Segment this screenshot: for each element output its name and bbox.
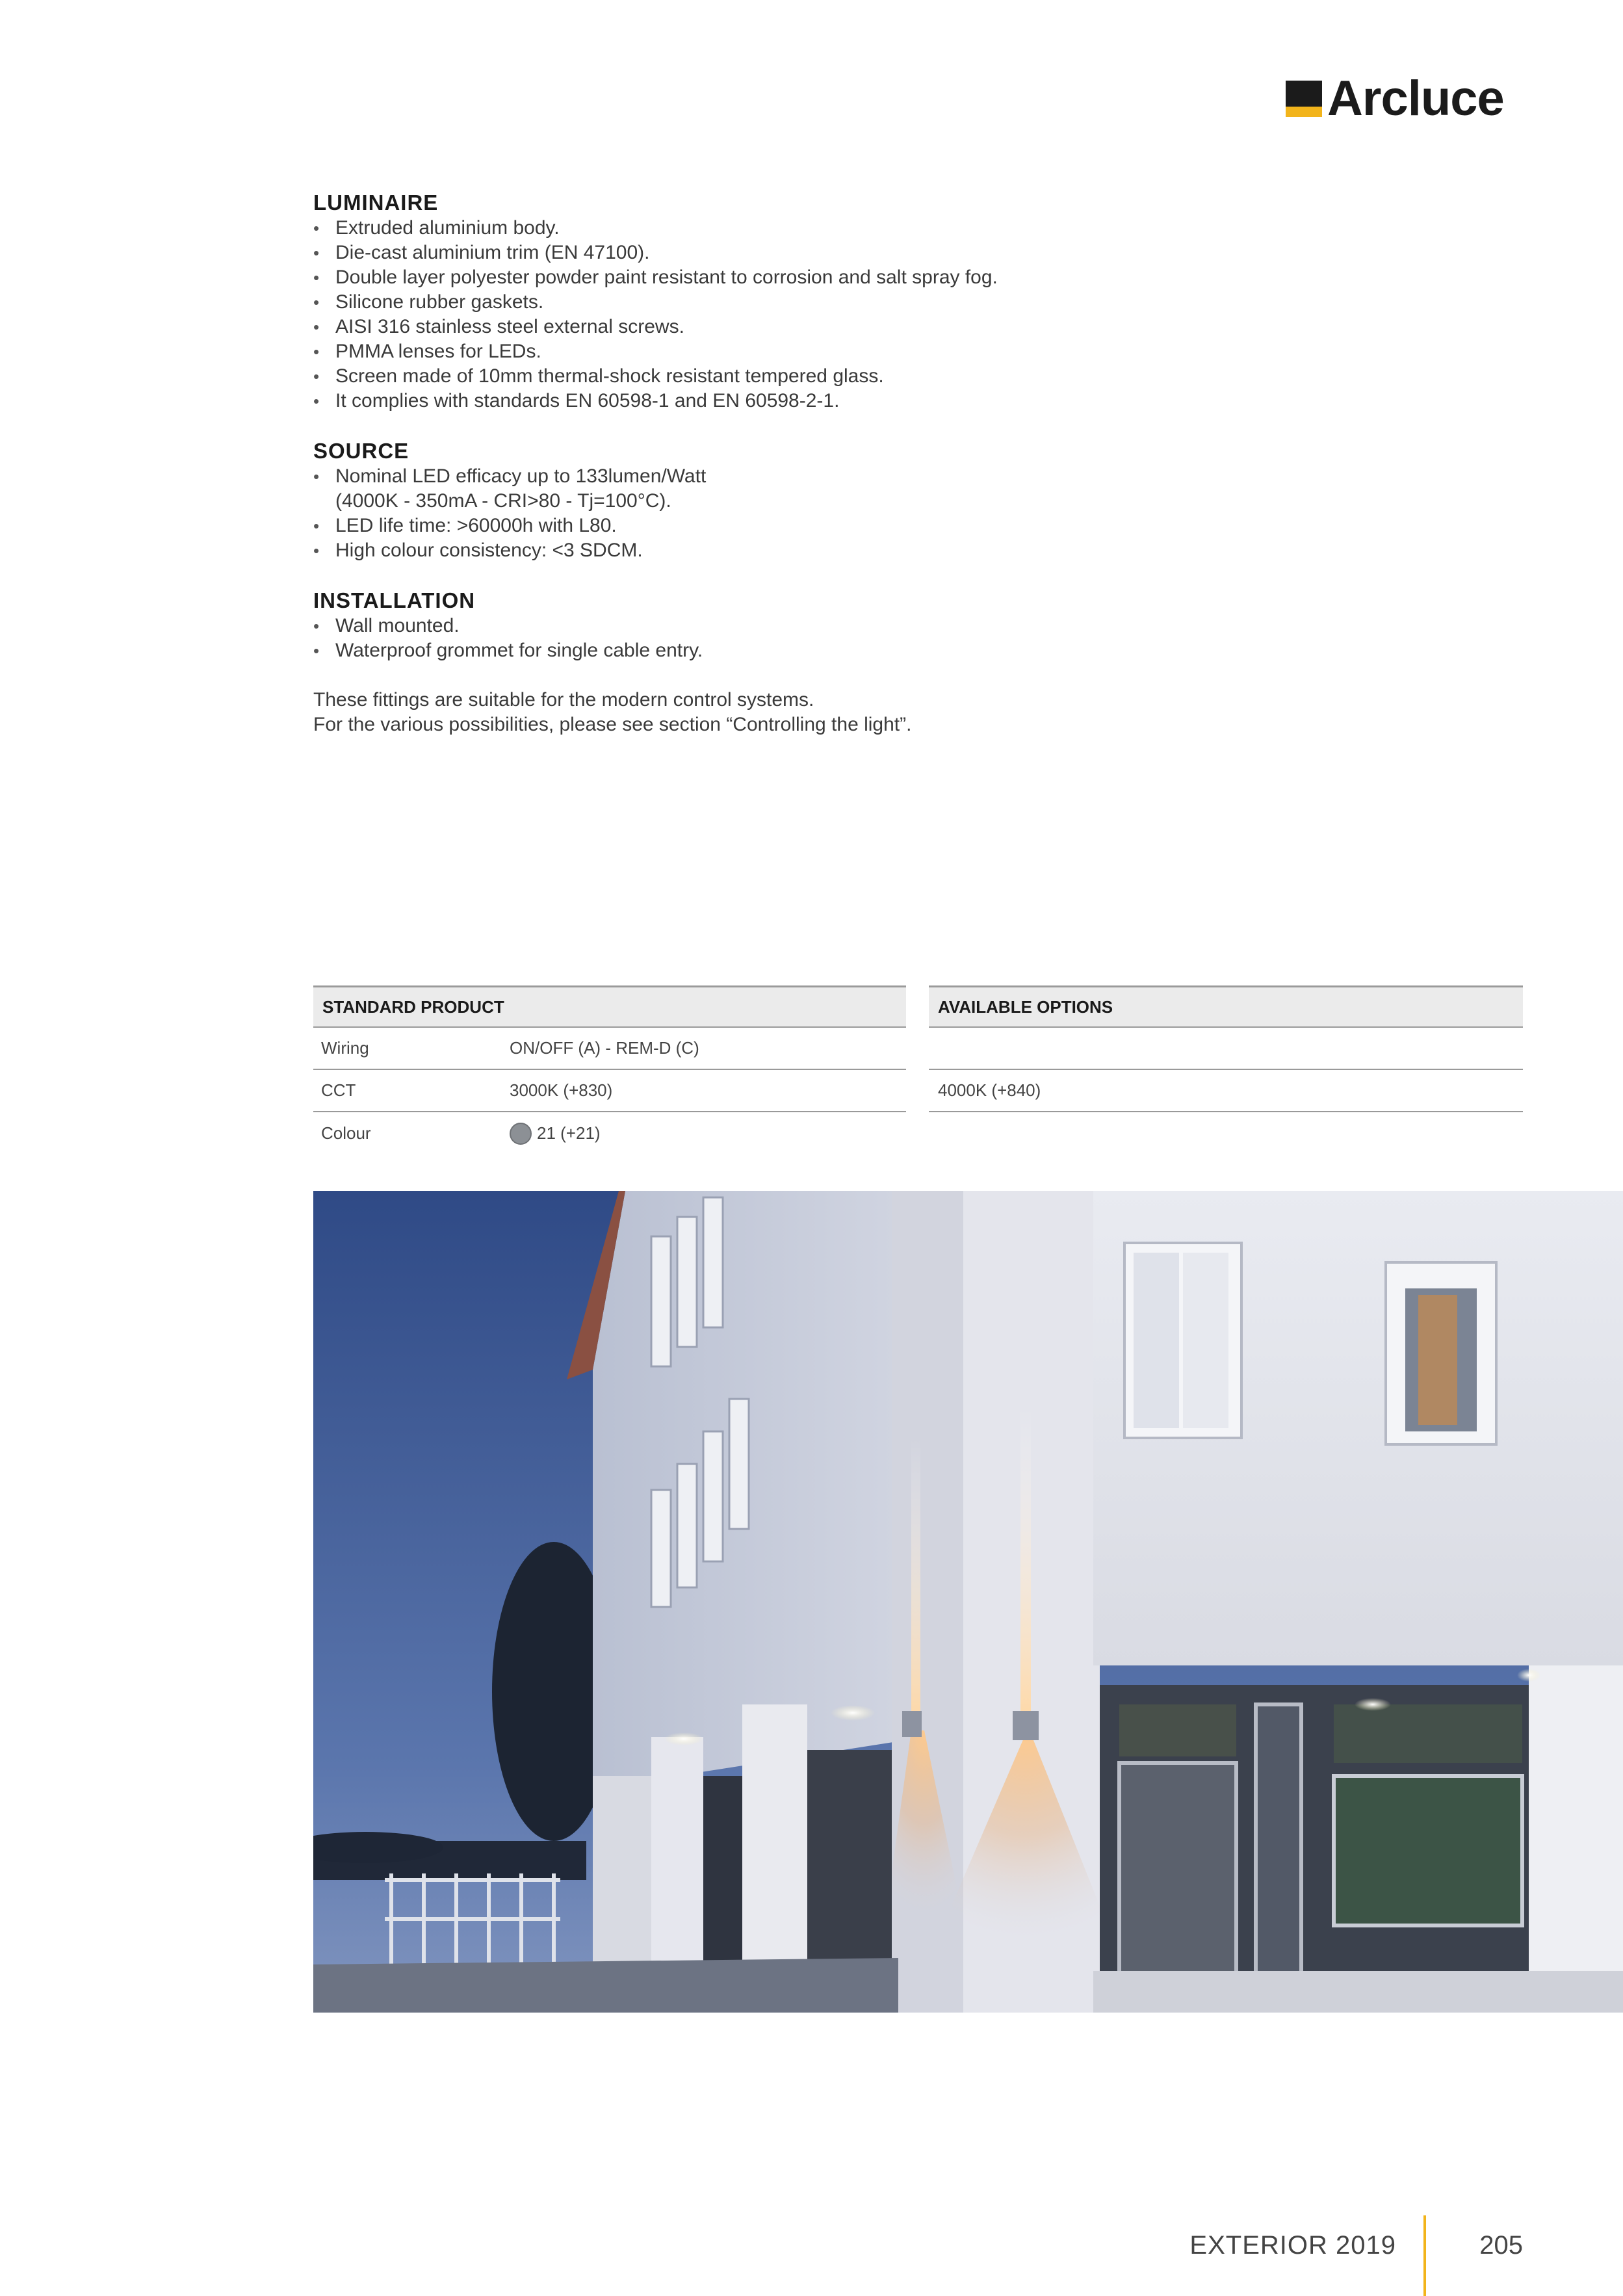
table-row (313, 1070, 906, 1112)
list-item: • PMMA lenses for LEDs. (313, 339, 1418, 364)
list-item: • Wall mounted. (313, 614, 1418, 638)
logo-wordmark: Arcluce (1327, 71, 1504, 126)
standard-product-table (313, 985, 906, 1155)
efficacy-conditions: (4000K - 350mA - CRI>80 - Tj=100°C). (335, 490, 671, 512)
product-description (313, 190, 1418, 737)
installation-heading: INSTALLATION (313, 588, 476, 612)
row-key: Wiring (321, 1038, 369, 1058)
standard-product-header: STANDARD PRODUCT (313, 987, 906, 1028)
row-value: 21 (+21) (537, 1123, 601, 1143)
table-row (929, 1028, 1523, 1070)
footer-section-title: EXTERIOR 2019 (1189, 2231, 1396, 2260)
control-note-line-2: For the various possibilities, please see section “Controlling the light”. (313, 714, 912, 735)
list-item: • Double layer polyester powder paint resistant to corrosion and salt spray fog. (313, 265, 1418, 290)
source-heading: SOURCE (313, 439, 409, 463)
row-key: CCT (321, 1080, 356, 1100)
source-list (313, 464, 1418, 563)
luminaire-heading: LUMINAIRE (313, 190, 439, 215)
list-item: • Extruded aluminium body. (313, 216, 1418, 241)
colour-swatch-icon (510, 1123, 532, 1145)
table-row (313, 1112, 906, 1155)
control-note-line-1: These fittings are suitable for the modern control systems. (313, 689, 814, 711)
list-item: • Silicone rubber gaskets. (313, 290, 1418, 315)
row-value: 3000K (+830) (510, 1080, 613, 1100)
efficacy-line: • Nominal LED efficacy up to 133lumen/Watt (335, 465, 707, 487)
list-item: • High colour consistency: <3 SDCM. (313, 538, 1418, 563)
page-number: 205 (1479, 2231, 1523, 2260)
installation-list (313, 614, 1418, 663)
table-row (929, 1070, 1523, 1112)
list-item: • Screen made of 10mm thermal-shock resistant tempered glass. (313, 364, 1418, 389)
footer-divider (1423, 2215, 1426, 2296)
row-value: ON/OFF (A) - REM-D (C) (510, 1038, 699, 1058)
table-row (313, 1028, 906, 1070)
list-item: • AISI 316 stainless steel external screws. (313, 315, 1418, 339)
list-item: • Waterproof grommet for single cable entry. (313, 638, 1418, 663)
brand-logo (1286, 73, 1504, 125)
installation-photo (313, 1191, 1623, 2013)
list-item (313, 464, 1418, 514)
row-value: 4000K (+840) (938, 1080, 1041, 1100)
row-key: Colour (321, 1123, 371, 1143)
list-item: • LED life time: >60000h with L80. (313, 514, 1418, 538)
list-item: • It complies with standards EN 60598-1 and EN 60598-2-1. (313, 389, 1418, 413)
list-item: • Die-cast aluminium trim (EN 47100). (313, 241, 1418, 265)
available-options-header: AVAILABLE OPTIONS (929, 987, 1523, 1028)
logo-mark-icon (1286, 81, 1322, 117)
available-options-table (929, 985, 1523, 1112)
luminaire-list (313, 216, 1418, 413)
